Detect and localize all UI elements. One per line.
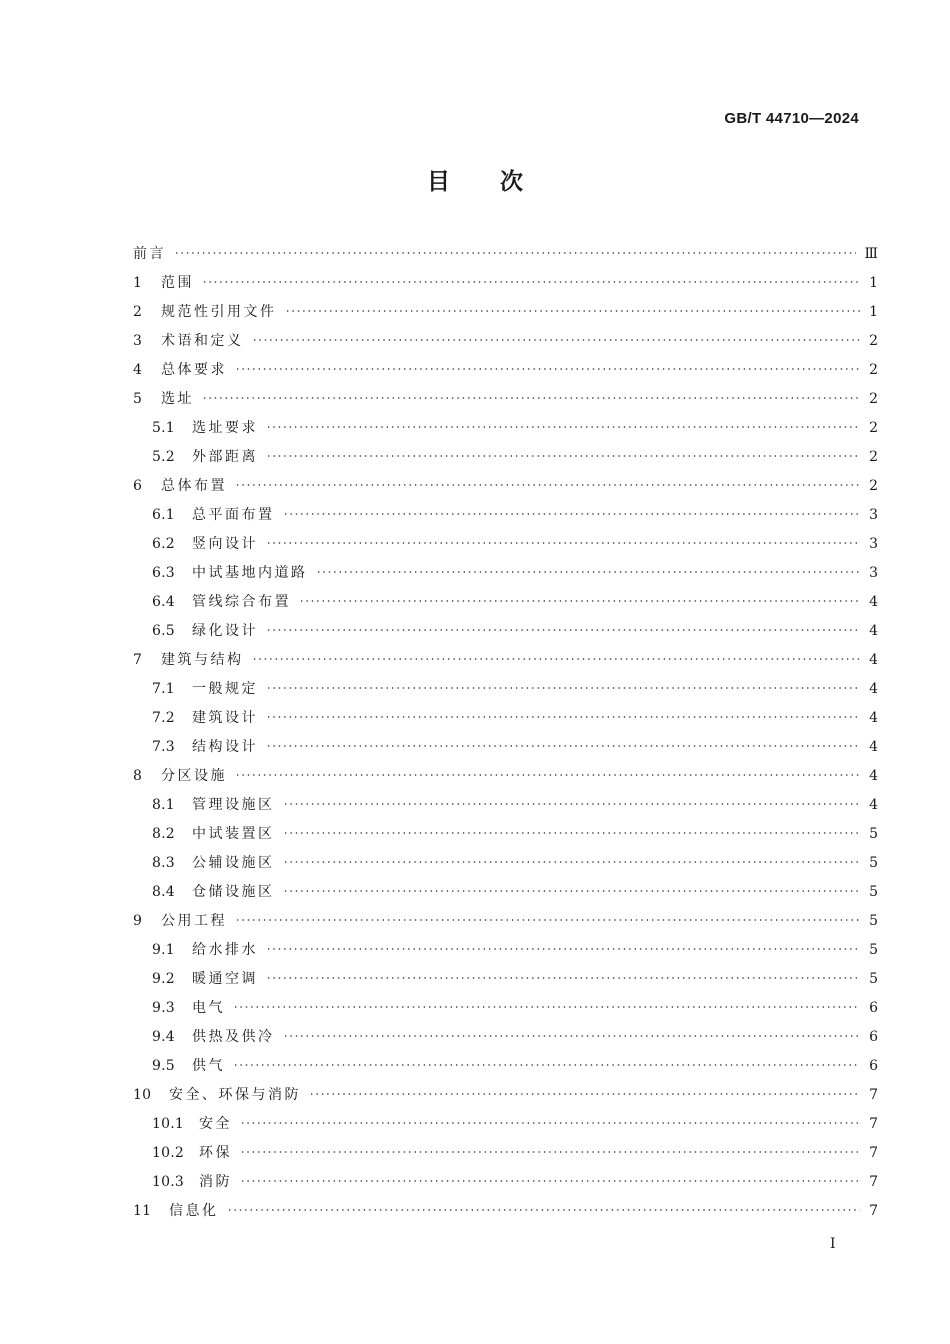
toc-entry-number: 8.1 [152,797,175,813]
toc-entry-label: 暖通空调 [192,971,258,987]
toc-entry-page: 3 [869,565,878,581]
dot-leader [233,1006,860,1008]
toc-entry-number: 6.1 [152,507,175,523]
toc-entry-page: 5 [869,971,878,987]
toc-entry-page: 6 [869,1058,878,1074]
toc-entry-number: 10.1 [152,1116,184,1132]
toc-entry[interactable] [133,675,878,704]
toc-entry-number: 7.3 [152,739,175,755]
toc-entry-page: 1 [869,304,878,320]
toc-entry-label: 一般规定 [192,681,258,697]
dot-leader [240,1151,860,1153]
toc-entry[interactable] [133,936,878,965]
toc-entry[interactable] [133,559,878,588]
toc-entry-label: 总平面布置 [192,507,275,523]
toc-entry-label: 规范性引用文件 [161,304,277,320]
toc-entry-number: 8.4 [152,884,175,900]
toc-entry[interactable] [133,907,878,936]
toc-entry-number: 9.4 [152,1029,175,1045]
dot-leader [283,861,861,863]
dot-leader [235,484,860,486]
toc-entry-page: 7 [869,1087,878,1103]
toc-entry[interactable] [133,1110,878,1139]
toc-entry-label: 公辅设施区 [192,855,275,871]
toc-entry-label: 前言 [133,246,166,262]
toc-entry[interactable] [133,965,878,994]
toc-entry-page: 7 [869,1174,878,1190]
toc-entry-page: 4 [869,681,878,697]
toc-entry-label: 建筑与结构 [161,652,244,668]
toc-entry-label: 公用工程 [161,913,227,929]
dot-leader [233,1064,860,1066]
toc-entry-page: 3 [869,507,878,523]
page-title: 目次 [427,169,573,195]
dot-leader [235,774,860,776]
toc-entry-number: 11 [133,1203,152,1219]
toc-entry-label: 消防 [199,1174,232,1190]
toc-entry-page: 2 [869,420,878,436]
toc-entry-number: 8 [133,768,143,784]
dot-leader [299,600,860,602]
toc-entry-label: 选址要求 [192,420,258,436]
dot-leader [266,977,860,979]
dot-leader [266,687,860,689]
toc-entry-number: 8.3 [152,855,175,871]
dot-leader [309,1093,860,1095]
toc-entry-label: 中试基地内道路 [192,565,308,581]
toc-entry-number: 8.2 [152,826,175,842]
toc-entry-number: 7.1 [152,681,175,697]
toc-entry-number: 7.2 [152,710,175,726]
toc-entry-number: 9.2 [152,971,175,987]
toc-entry-label: 总体布置 [161,478,227,494]
dot-leader [283,832,861,834]
toc-entry-page: 2 [869,478,878,494]
dot-leader [252,339,861,341]
toc-entry-page: Ⅲ [864,246,878,262]
toc-entry-page: 4 [869,768,878,784]
toc-entry-label: 结构设计 [192,739,258,755]
toc-entry-number: 9.3 [152,1000,175,1016]
dot-leader [252,658,861,660]
toc-entry-page: 3 [869,536,878,552]
toc-entry[interactable] [133,327,878,356]
toc-entry-label: 竖向设计 [192,536,258,552]
toc-entry-label: 中试装置区 [192,826,275,842]
toc-entry-page: 7 [869,1203,878,1219]
toc-entry-number: 5 [133,391,143,407]
toc-entry-page: 1 [869,275,878,291]
toc-entry-page: 7 [869,1145,878,1161]
toc-entry[interactable] [133,298,878,327]
dot-leader [266,948,860,950]
toc-entry-label: 范围 [161,275,194,291]
toc-entry-label: 选址 [161,391,194,407]
toc-entry-page: 4 [869,652,878,668]
toc-entry-label: 信息化 [169,1203,219,1219]
toc-entry-label: 管理设施区 [192,797,275,813]
toc-entry[interactable] [133,530,878,559]
toc-entry[interactable] [133,994,878,1023]
toc-entry[interactable] [133,762,878,791]
toc-entry-number: 3 [133,333,143,349]
toc-entry-page: 2 [869,362,878,378]
toc-entry[interactable] [133,1168,878,1197]
toc-entry-label: 安全 [199,1116,232,1132]
dot-leader [316,571,861,573]
toc-entry-page: 5 [869,884,878,900]
toc-entry-number: 2 [133,304,143,320]
toc-entry-page: 4 [869,594,878,610]
dot-leader [240,1180,860,1182]
dot-leader [283,803,861,805]
toc-entry[interactable] [133,588,878,617]
toc-entry[interactable] [133,733,878,762]
toc-entry[interactable] [133,1081,878,1110]
toc-entry-page: 5 [869,913,878,929]
toc-entry-page: 4 [869,739,878,755]
toc-entry-number: 6 [133,478,143,494]
toc-entry-label: 环保 [199,1145,232,1161]
toc-entry-number: 4 [133,362,143,378]
toc-entry-number: 10.2 [152,1145,184,1161]
toc-entry-page: 7 [869,1116,878,1132]
toc-entry[interactable] [133,501,878,530]
table-of-contents [133,240,878,1226]
dot-leader [285,310,861,312]
dot-leader [174,252,856,254]
toc-entry-label: 术语和定义 [161,333,244,349]
toc-entry-label: 建筑设计 [192,710,258,726]
toc-entry-page: 4 [869,797,878,813]
standard-code: GB/T 44710—2024 [724,110,859,127]
toc-entry[interactable] [133,820,878,849]
toc-entry-number: 9.1 [152,942,175,958]
toc-entry[interactable] [133,443,878,472]
toc-entry[interactable] [133,1023,878,1052]
toc-entry-page: 6 [869,1000,878,1016]
toc-entry[interactable] [133,240,878,269]
toc-entry-page: 2 [869,449,878,465]
toc-entry-number: 6.4 [152,594,175,610]
toc-entry[interactable] [133,791,878,820]
toc-entry[interactable] [133,472,878,501]
toc-entry-page: 2 [869,391,878,407]
toc-entry-label: 给水排水 [192,942,258,958]
dot-leader [266,716,860,718]
toc-entry-number: 6.5 [152,623,175,639]
toc-entry-label: 分区设施 [161,768,227,784]
dot-leader [283,513,861,515]
dot-leader [266,426,860,428]
toc-entry-page: 4 [869,710,878,726]
toc-entry[interactable] [133,878,878,907]
toc-entry-page: 5 [869,855,878,871]
toc-entry-page: 6 [869,1029,878,1045]
toc-entry-number: 10 [133,1087,152,1103]
page-number: Ⅰ [830,1236,836,1252]
dot-leader [283,1035,861,1037]
toc-entry-page: 2 [869,333,878,349]
toc-entry-number: 6.3 [152,565,175,581]
toc-entry-label: 外部距离 [192,449,258,465]
dot-leader [266,629,860,631]
toc-entry[interactable] [133,356,878,385]
dot-leader [235,919,860,921]
toc-entry[interactable] [133,1052,878,1081]
toc-entry-label: 总体要求 [161,362,227,378]
toc-entry-number: 1 [133,275,143,291]
toc-entry[interactable] [133,414,878,443]
dot-leader [283,890,861,892]
dot-leader [202,281,860,283]
dot-leader [266,455,860,457]
toc-entry[interactable] [133,849,878,878]
dot-leader [240,1122,860,1124]
toc-entry-label: 电气 [192,1000,225,1016]
toc-entry-number: 9.5 [152,1058,175,1074]
toc-entry-label: 仓储设施区 [192,884,275,900]
dot-leader [266,745,860,747]
toc-entry-label: 管线综合布置 [192,594,291,610]
toc-entry-number: 5.1 [152,420,175,436]
toc-entry[interactable] [133,646,878,675]
toc-entry[interactable] [133,269,878,298]
toc-entry-number: 6.2 [152,536,175,552]
toc-entry-number: 5.2 [152,449,175,465]
toc-entry[interactable] [133,1139,878,1168]
toc-entry[interactable] [133,385,878,414]
toc-entry-page: 5 [869,942,878,958]
toc-entry-number: 9 [133,913,143,929]
toc-entry-label: 供热及供冷 [192,1029,275,1045]
dot-leader [266,542,860,544]
dot-leader [235,368,860,370]
toc-entry-number: 10.3 [152,1174,184,1190]
toc-entry[interactable] [133,617,878,646]
dot-leader [227,1209,861,1211]
toc-entry-number: 7 [133,652,143,668]
toc-entry[interactable] [133,704,878,733]
dot-leader [202,397,860,399]
toc-entry-page: 4 [869,623,878,639]
toc-entry[interactable] [133,1197,878,1226]
toc-entry-label: 供气 [192,1058,225,1074]
toc-entry-page: 5 [869,826,878,842]
toc-entry-label: 绿化设计 [192,623,258,639]
toc-entry-label: 安全、环保与消防 [169,1087,301,1103]
